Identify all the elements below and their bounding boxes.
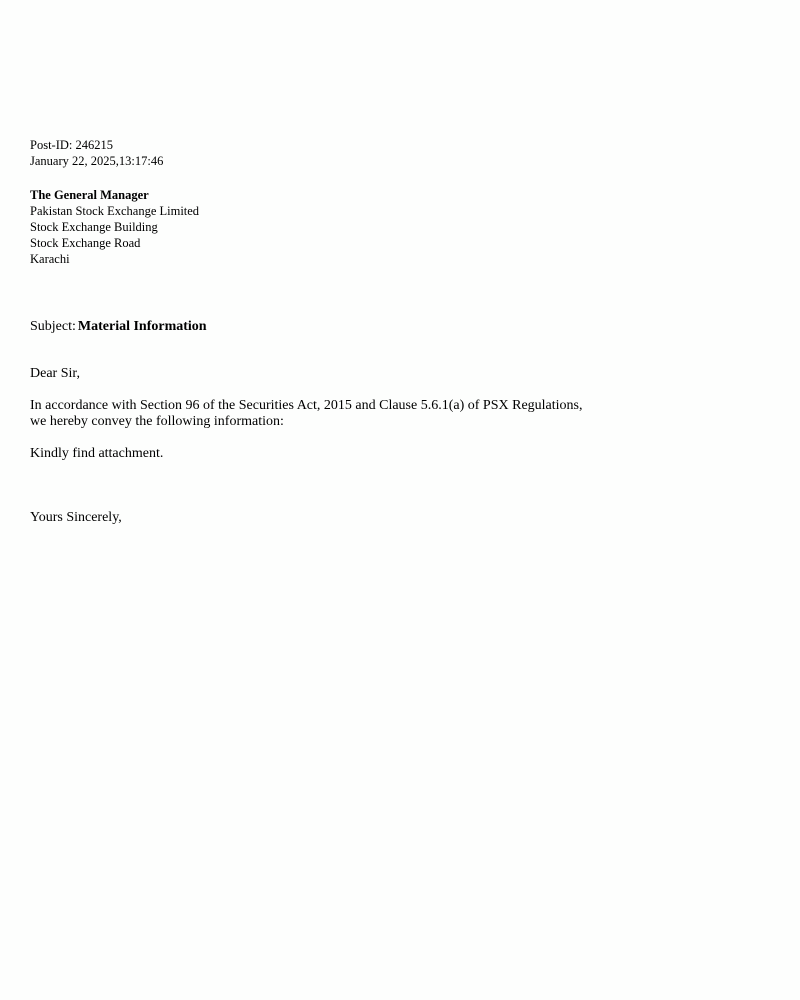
addressee: The General Manager [30, 188, 149, 202]
post-id: Post-ID: 246215 [30, 138, 113, 152]
address-line-city: Karachi [30, 252, 70, 266]
closing: Yours Sincerely, [30, 510, 122, 525]
post-datetime: January 22, 2025,13:17:46 [30, 154, 164, 168]
address-line-company: Pakistan Stock Exchange Limited [30, 204, 200, 218]
letter-meta [30, 137, 770, 169]
subject-label: Subject: [30, 319, 76, 334]
body-line-2: we hereby convey the following information: [30, 414, 284, 429]
subject-line [30, 318, 770, 336]
subject-text: Material Information [77, 319, 207, 334]
attachment-note: Kindly find attachment. [30, 446, 164, 461]
body-paragraph [30, 398, 670, 430]
salutation: Dear Sir, [30, 366, 80, 381]
address-line-road: Stock Exchange Road [30, 236, 141, 250]
address-line-building: Stock Exchange Building [30, 220, 158, 234]
recipient-address [30, 187, 770, 267]
body-line-1: In accordance with Section 96 of the Securities Act, 2015 and Clause 5.6.1(a) of PSX Regulations, [30, 398, 583, 413]
letter-page [30, 137, 770, 526]
